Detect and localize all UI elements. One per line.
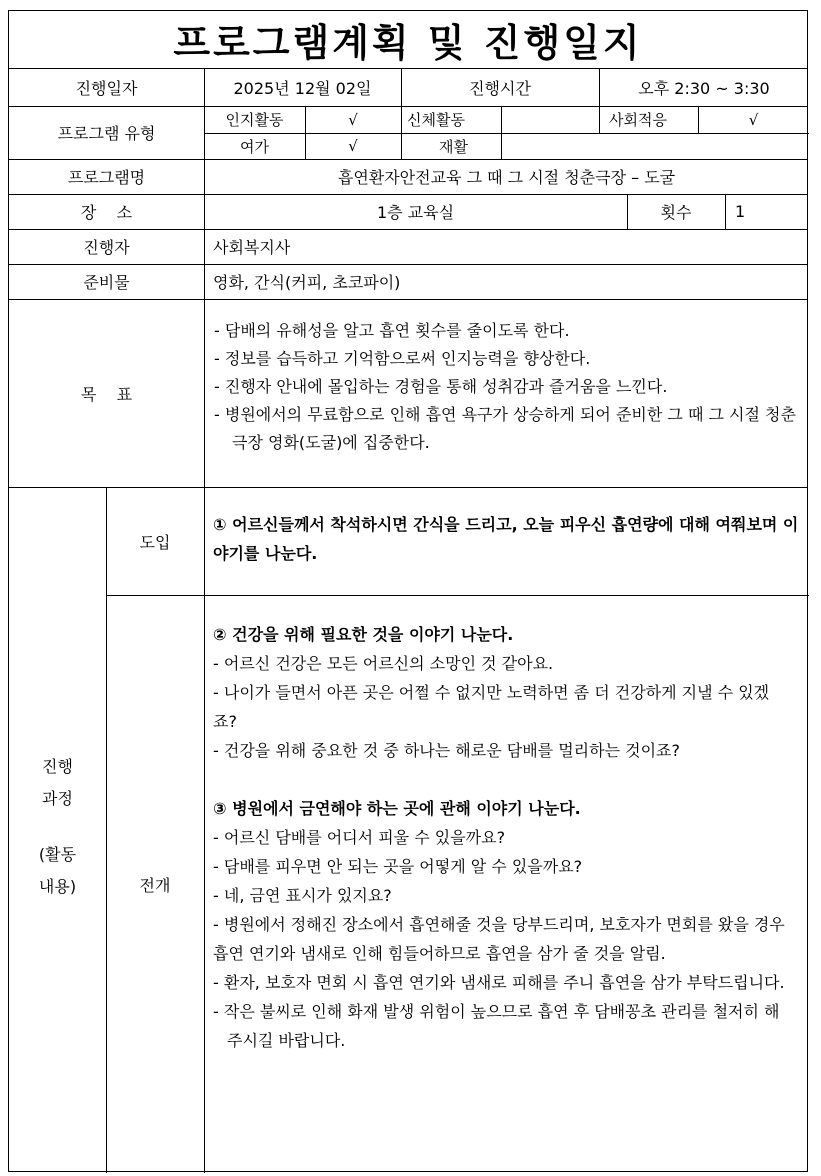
content-line: - 어르신 담배를 어디서 피울 수 있을까요?	[213, 828, 506, 847]
process-label-line: (활동	[38, 845, 77, 864]
count-value: 1	[735, 202, 746, 221]
goal-item: - 진행자 안내에 몰입하는 경험을 통해 성취감과 즐거움을 느낀다.	[214, 377, 668, 396]
divider	[106, 595, 809, 596]
time-label: 진행시간	[469, 78, 531, 98]
content-line: - 환자, 보호자 면회 시 흡연 연기와 냄새로 피해를 주니 흡연을 삼가 부탁드립니다.	[213, 973, 785, 992]
process-label-line: 과정	[42, 789, 73, 808]
goals-list	[214, 317, 804, 457]
type-social-check: √	[748, 110, 759, 129]
process-label-line: 내용)	[38, 877, 77, 896]
materials-label: 준비물	[83, 273, 130, 292]
program-type-label: 프로그램 유형	[57, 124, 156, 143]
facilitator-value: 사회복지사	[213, 238, 291, 257]
content-line: - 건강을 위해 중요한 것 중 하나는 해로운 담배를 멀리하는 것이죠?	[213, 741, 680, 760]
type-physical: 신체활동	[407, 111, 465, 129]
type-rehab-check	[501, 133, 599, 159]
type-physical-check	[501, 106, 599, 133]
intro-label: 도입	[139, 532, 171, 552]
type-cognitive-check: √	[348, 110, 358, 129]
form-title: 프로그램계획 및 진행일지	[173, 21, 643, 65]
type-leisure-check: √	[348, 137, 358, 155]
count-label: 횟수	[660, 203, 692, 222]
process-label	[9, 751, 106, 903]
place-value: 1층 교육실	[376, 203, 455, 222]
goal-item: - 정보를 습득하고 기억함으로써 인지능력을 향상한다.	[214, 349, 591, 368]
materials-value: 영화, 간식(커피, 초코파이)	[213, 273, 401, 292]
type-rehab: 재활	[439, 137, 468, 156]
content-line: - 어르신 건강은 모든 어르신의 소망인 것 같아요.	[213, 654, 554, 673]
intro-text: ① 어르신들께서 착석하시면 간식을 드리고, 오늘 피우신 흡연량에 대해 여쭤보며 이야기를 나눈다.	[213, 515, 799, 563]
program-name-label: 프로그램명	[67, 168, 146, 187]
content-line: - 나이가 들면서 아픈 곳은 어쩔 수 없지만 노력하면 좀 더 건강하게 지낼 수 있겠죠?	[213, 683, 770, 731]
development-content	[213, 620, 793, 1055]
plan-log-form	[8, 10, 808, 1172]
section-heading: ② 건강을 위해 필요한 것을 이야기 나눈다.	[213, 625, 514, 644]
goals-label: 목 표	[80, 384, 133, 404]
time-value: 오후 2:30 ~ 3:30	[638, 78, 770, 98]
process-label-line: 진행	[42, 757, 73, 776]
type-leisure: 여가	[240, 137, 269, 156]
place-label: 장 소	[80, 203, 133, 222]
goal-item: - 담배의 유해성을 알고 흡연 횟수를 줄이도록 한다.	[214, 321, 570, 340]
date-value: 2025년 12월 02일	[233, 78, 372, 98]
development-label: 전개	[139, 875, 171, 895]
content-line: - 담배를 피우면 안 되는 곳을 어떻게 알 수 있을까요?	[213, 857, 583, 876]
date-label: 진행일자	[75, 78, 138, 98]
facilitator-label: 진행자	[83, 238, 130, 257]
type-social: 사회적응	[609, 111, 667, 129]
content-line: - 작은 불씨로 인해 화재 발생 위험이 높으므로 흡연 후 담배꽁초 관리를 철저히 해 주시길 바랍니다.	[213, 1002, 780, 1050]
type-cognitive: 인지활동	[225, 111, 284, 129]
goal-item: - 병원에서의 무료함으로 인해 흡연 욕구가 상승하게 되어 준비한 그 때 그 시절 청춘극장 영화(도굴)에 집중한다.	[214, 405, 796, 452]
section-heading: ③ 병원에서 금연해야 하는 곳에 관해 이야기 나눈다.	[213, 799, 581, 818]
content-line: - 병원에서 정해진 장소에서 흡연해줄 것을 당부드리며, 보호자가 면회를 왔을 경우 흡연 연기와 냄새로 인해 힘들어하므로 흡연을 삼가 줄 것을 알림.	[213, 915, 785, 963]
content-line: - 네, 금연 표시가 있지요?	[213, 886, 392, 905]
program-name-value: 흡연환자안전교육 그 때 그 시절 청춘극장 – 도굴	[337, 168, 676, 187]
